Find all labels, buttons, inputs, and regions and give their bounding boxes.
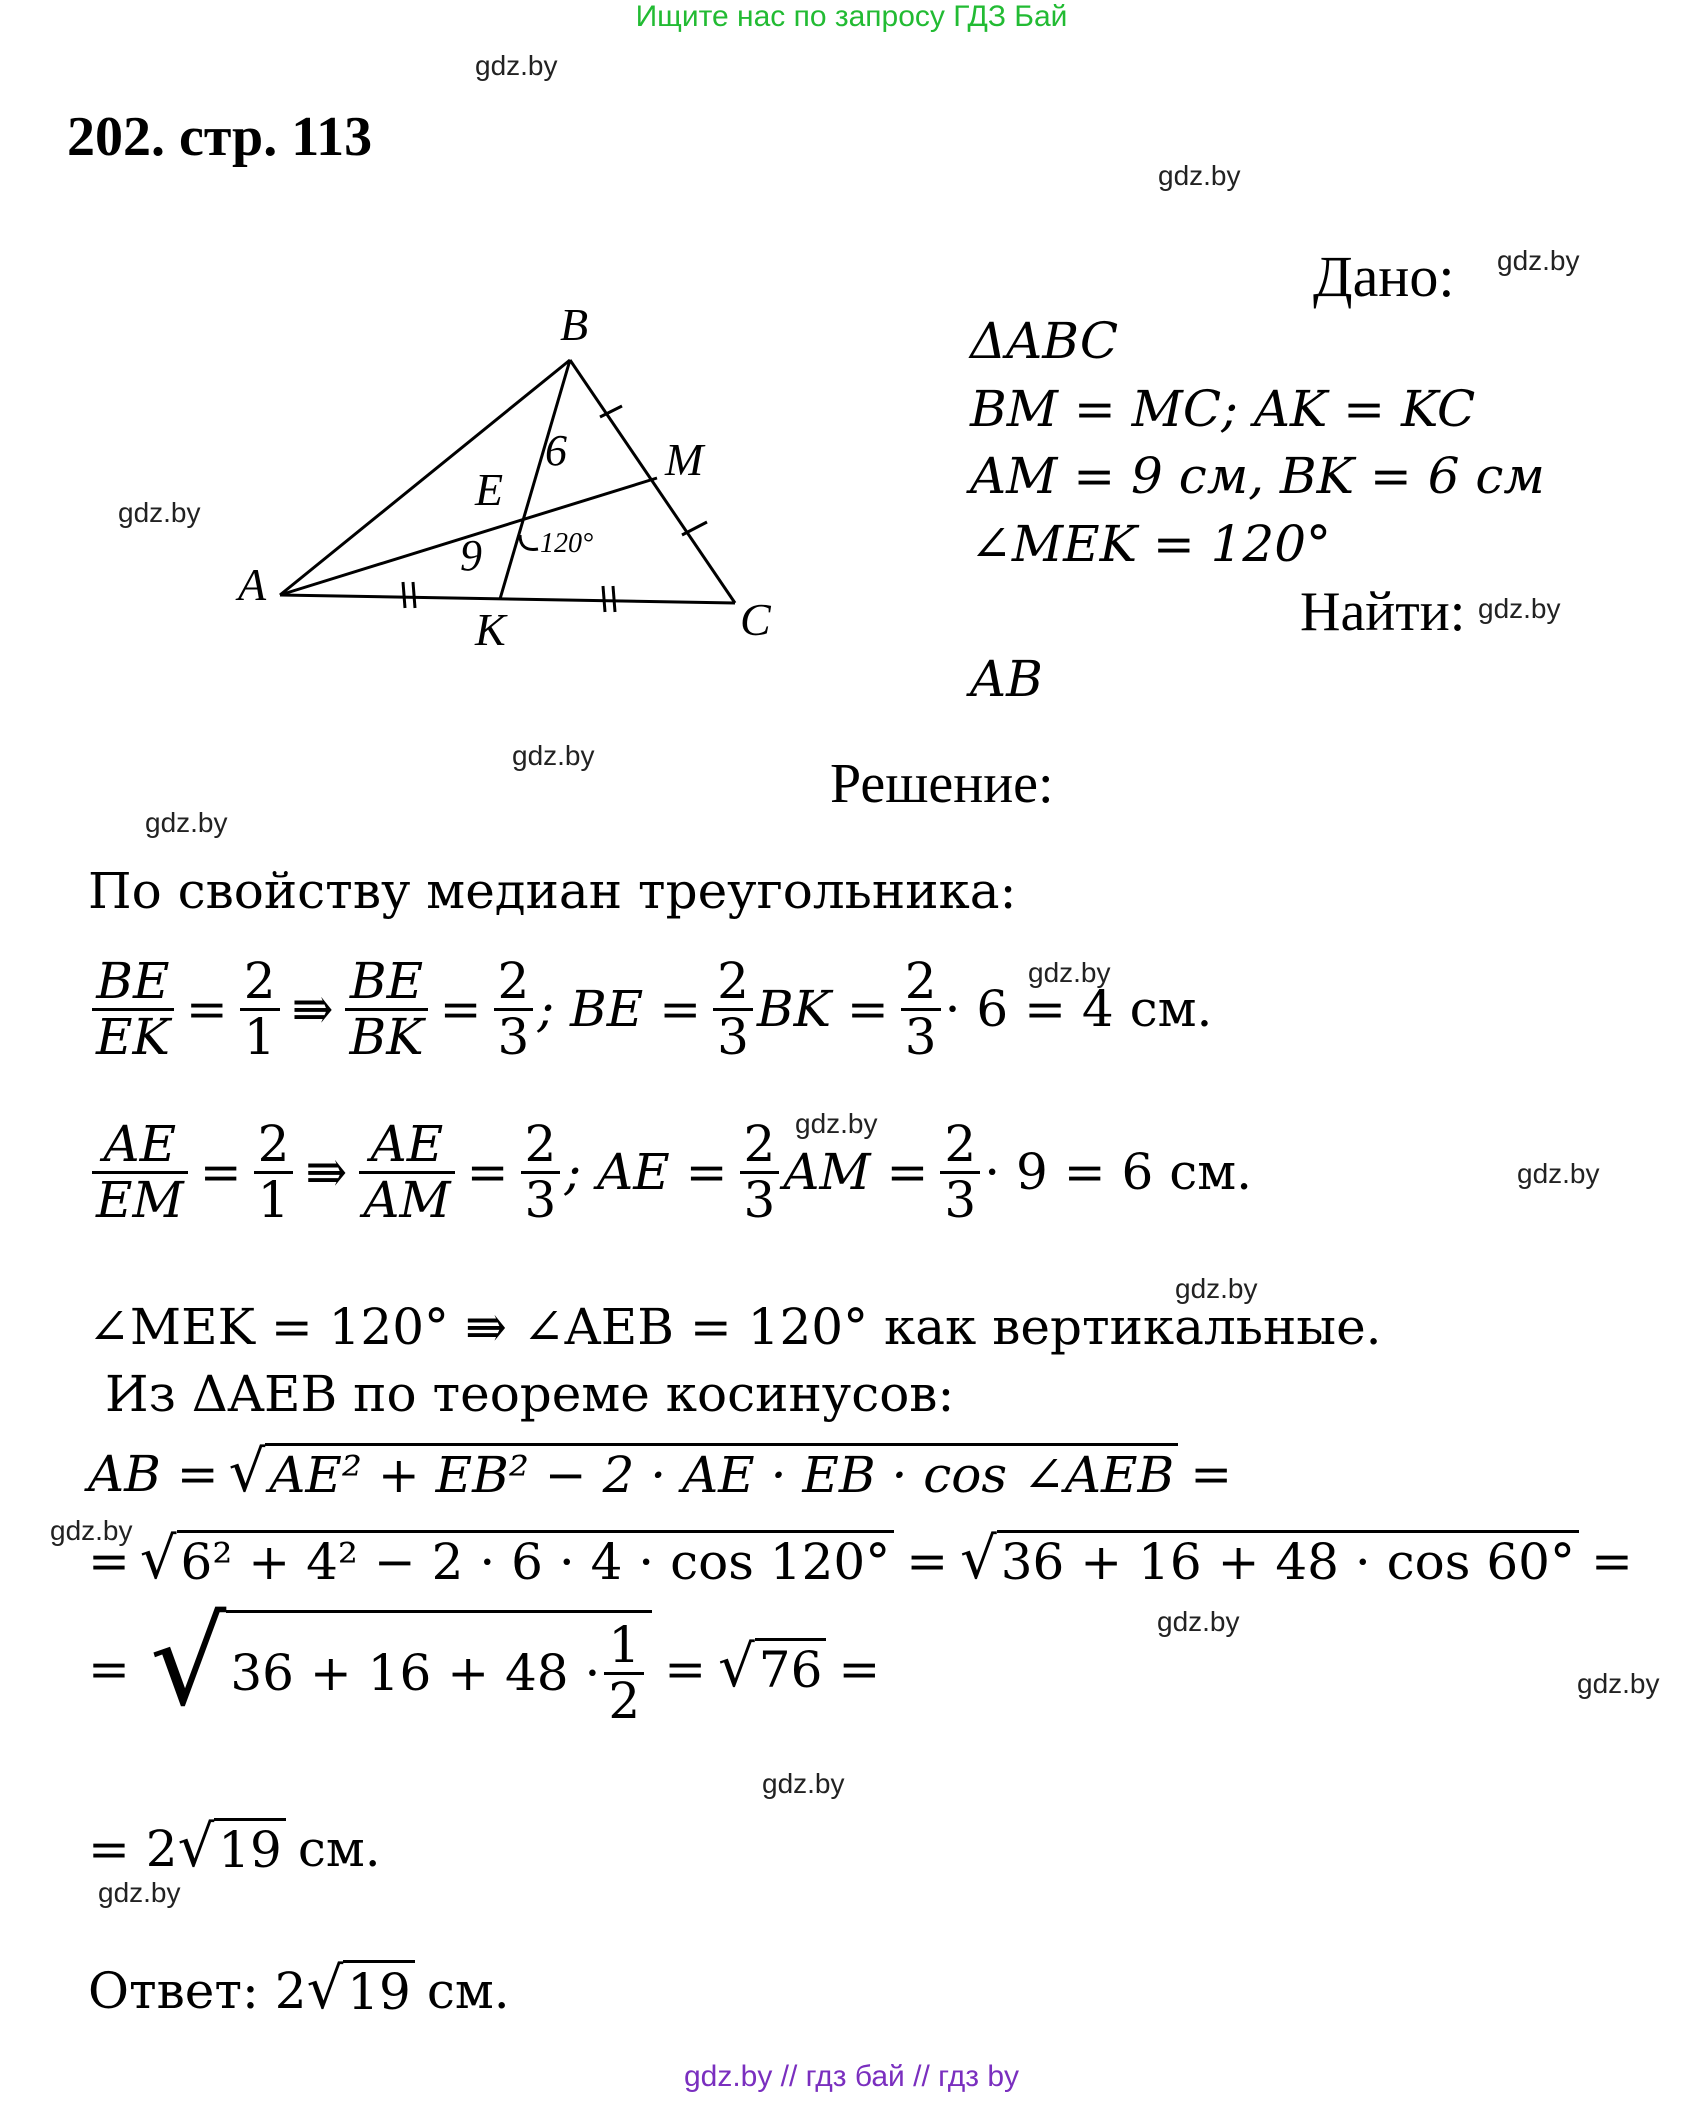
- fraction: $\frac{2}{3}$: [494, 955, 534, 1063]
- find-value: AB: [970, 650, 1043, 708]
- label-angle: 120°: [540, 528, 594, 559]
- fraction: $\frac{2}{3}$: [940, 1118, 980, 1226]
- watermark: gdz.by: [1158, 160, 1241, 191]
- label-6: 6: [545, 426, 567, 475]
- given-line-1: ΔABC: [970, 312, 1119, 370]
- label-e: E: [475, 464, 504, 515]
- label-k: K: [475, 604, 506, 655]
- given-line-4: ∠MEK = 120°: [970, 515, 1332, 573]
- sqrt: √ AE² + EB² − 2 · AE · EB · cos ∠AEB: [229, 1443, 1179, 1504]
- label-m: M: [665, 434, 704, 485]
- fraction: $\frac{2}{3}$: [901, 955, 941, 1063]
- ab-simplify-line: = √ 36 + 16 + 48 · $\frac{1}{2}$ = √ 76 =: [88, 1594, 881, 1733]
- fraction: $\frac{1}{2}$: [604, 1619, 644, 1727]
- watermark: gdz.by: [1517, 1158, 1600, 1189]
- sqrt: √ 19: [178, 1818, 286, 1879]
- ab-result-line: = 2 √ 19 см.: [88, 1813, 381, 1880]
- fraction: $\frac{2}{3}$: [740, 1118, 780, 1226]
- label-c: C: [740, 594, 771, 645]
- watermark: gdz.by: [1497, 245, 1580, 276]
- watermark: gdz.by: [1175, 1273, 1258, 1304]
- label-a: A: [238, 559, 267, 610]
- watermark: gdz.by: [762, 1768, 845, 1799]
- watermark: gdz.by: [145, 807, 228, 838]
- fraction: $\frac{2}{1}$: [240, 955, 280, 1063]
- watermark: gdz.by: [50, 1515, 133, 1546]
- solution-heading: Решение:: [830, 753, 1054, 815]
- side-ac: [280, 595, 735, 603]
- sqrt: √ 76: [718, 1638, 826, 1699]
- median-bk: [500, 360, 570, 599]
- answer-line: Ответ: 2 √ 19 см.: [88, 1955, 510, 2022]
- watermark: gdz.by: [1028, 957, 1111, 988]
- find-heading: Найти:: [1300, 581, 1466, 643]
- label-b: B: [560, 299, 589, 350]
- fraction: $\frac{2}{3}$: [521, 1118, 561, 1226]
- fraction: $\frac{2}{1}$: [254, 1118, 294, 1226]
- top-banner[interactable]: Ищите нас по запросу ГДЗ Бай: [635, 0, 1068, 33]
- fraction: $\frac{AE}{EM}$: [92, 1118, 188, 1226]
- sqrt: √ 6² + 4² − 2 · 6 · 4 · cos 120°: [140, 1530, 894, 1591]
- cosine-intro: Из ΔAEB по теореме косинусов:: [105, 1365, 955, 1423]
- ab-substitution-line: = √ 6² + 4² − 2 · 6 · 4 · cos 120° = √ 36 + 16 + 48 · cos 60° =: [88, 1525, 1633, 1592]
- watermark: gdz.by: [475, 50, 558, 81]
- watermark: gdz.by: [1157, 1606, 1240, 1637]
- watermark: gdz.by: [1577, 1668, 1660, 1699]
- ratio-be-line: $\frac{BE}{EK}$ = $\frac{2}{1}$ ⇛ $\frac{BE}{BK}$ = $\frac{2}{3}$ ; BE = $\frac{2}{3}$ BK = $\frac{2}{3}$ · 6 = 4 см.: [88, 955, 1212, 1063]
- problem-title: 202. стр. 113: [67, 106, 373, 168]
- footer-links[interactable]: gdz.by // гдз бай // гдз by: [683, 2060, 1020, 2093]
- watermark: gdz.by: [1478, 593, 1561, 624]
- fraction: $\frac{AE}{AM}$: [359, 1118, 454, 1226]
- watermark: gdz.by: [512, 740, 595, 771]
- vertical-angles-line: ∠MEK = 120° ⇛ ∠AEB = 120° как вертикальные.: [88, 1298, 1382, 1356]
- watermark: gdz.by: [118, 497, 201, 528]
- fraction: $\frac{BE}{BK}$: [345, 955, 427, 1063]
- sqrt: √ 19: [307, 1960, 415, 2021]
- solution-intro: По свойству медиан треугольника:: [88, 862, 1017, 920]
- given-line-3: AM = 9 см, BK = 6 см: [970, 447, 1545, 505]
- ab-formula-line: AB = √ AE² + EB² − 2 · AE · EB · cos ∠AEB =: [88, 1438, 1233, 1505]
- watermark: gdz.by: [98, 1877, 181, 1908]
- given-heading: Дано:: [1313, 244, 1455, 309]
- fraction: $\frac{2}{3}$: [713, 955, 753, 1063]
- fraction: $\frac{BE}{EK}$: [92, 955, 174, 1063]
- sqrt: √ 36 + 16 + 48 · cos 60°: [960, 1530, 1579, 1591]
- watermark: gdz.by: [795, 1108, 878, 1139]
- ratio-ae-line: $\frac{AE}{EM}$ = $\frac{2}{1}$ ⇛ $\frac{AE}{AM}$ = $\frac{2}{3}$ ; AE = $\frac{2}{3}$ AM = $\frac{2}{3}$ · 9 = 6 см.: [88, 1118, 1252, 1226]
- label-9: 9: [460, 531, 482, 580]
- sqrt: √ 36 + 16 + 48 · $\frac{1}{2}$: [150, 1610, 652, 1727]
- side-ab: [280, 360, 570, 595]
- triangle-figure: [220, 290, 800, 670]
- given-line-2: BM = MC; AK = KC: [970, 380, 1476, 438]
- side-bc: [570, 360, 735, 603]
